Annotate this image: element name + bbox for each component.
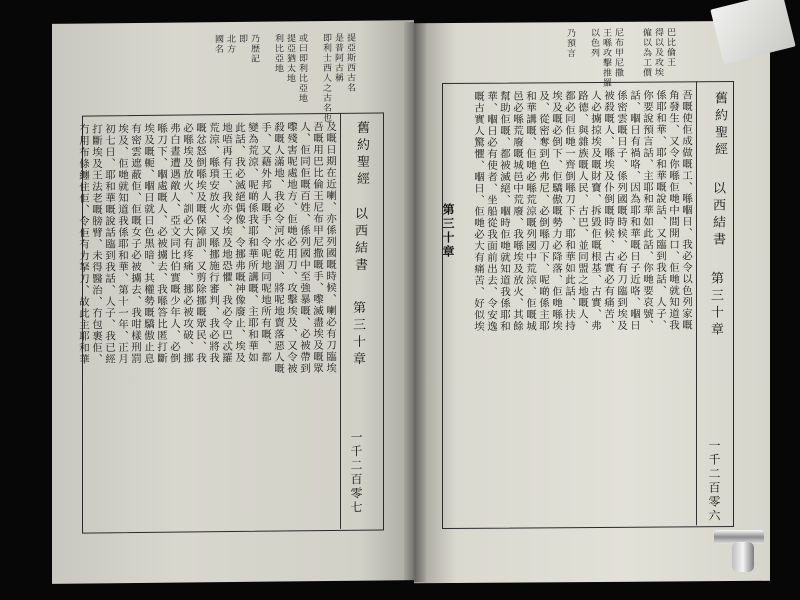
text-column: 吾嘅使佢成做嘅工、喺嗰日、我必令以色列家嘅 [681,89,693,331]
text-column: 手、又藉外邦人嘅手、令呢地同呢地所有嘅、都 [260,121,272,364]
text-column: 冇用布條纏住佢、令佢有力拏刀、故此主耶和華 [78,123,90,366]
text-column: 被殺嘅人、喺埃及仆倒嘅時候、古實必有痛苦、 [603,89,615,332]
text-column: 邑必喺荒廢嘅城邑中荒廢、我喺埃及放火、其餘 [512,90,524,333]
left-folio: 一千二百零七 [349,430,363,515]
text-column: 必喺埃及放火、訓必大有疼痛、挪必被攻破、挪 [182,122,194,365]
left-note: 國名 [213,34,223,55]
text-column: 係密雲嘅日子、係列國嘅時候、必有刀臨到埃及 [616,89,628,332]
chapter-marker: 第三十章 [441,202,455,260]
text-column: 路德、與雜族嘅人民、古巴、並同盟之地嘅人、 [577,90,589,332]
right-page [414,21,770,583]
right-running-title: 舊約聖經 [712,91,727,160]
text-column: 幫助佢嘅、都被滅絕、嗰時佢哋就知道我係耶和 [499,90,511,333]
text-column: 埃及嘅軛、嗰日就日色黑暗、其權勢嘅驕傲止息 [143,122,155,365]
left-page [52,20,414,584]
text-column: 地唔再有王、我亦令埃及地恐懼、我必令巴忒羅 [221,122,233,364]
right-note: 以色列 [589,27,599,59]
text-column: 嘅忿怒倒喺埃及嘅保障訓、又剪除挪嘅眾民、我 [195,122,207,364]
left-book-name: 以西結書 [352,206,367,275]
left-header-rule [340,113,341,529]
text-column: 變為荒涼、呢啲係我耶和華所講嘅、主耶和華如 [247,121,259,364]
right-note: 乃預言 [565,28,575,59]
text-column: 華、嗰日必有使者、坐船從我面前出去、令安逸 [486,90,498,333]
left-chapter-header: 第三十章 [350,300,365,369]
text-column: 嚟殘害呢處地方、佢哋必用刀、攻擊埃及、又令被 [286,121,298,375]
right-chapter-header: 第三十章 [708,271,723,340]
text-column: 吾嘅用巴比倫王尼布甲尼撒嘅手、嚟滅盡埃及嘅眾 [312,121,324,375]
right-header-rule [696,81,697,525]
clip-hinge [732,542,754,572]
text-column: 人必擄掠埃及嘅財寶、拆毀佢嘅根基、古實、弗 [590,89,602,332]
text-column: 及嘅日期在近喇、亦係列國嘅時候、喇必有刀臨埃 [325,120,337,375]
left-note: 或曰即利比亞地 [297,33,307,104]
book-gutter [404,22,426,582]
left-note: 即利士西人之古名也 [321,32,331,124]
right-book-name: 以西結書 [710,181,725,250]
right-note: 得以及攻埃 [653,27,663,78]
text-column: 打斷埃及王法老嘅膀臂、未得醫治、冇包裹佢、 [91,123,103,365]
right-note: 僱以為工價 [641,27,651,78]
text-column: 人、佢同佢嘅百姓、係列國中至強暴嘅、必被帶到 [299,121,311,375]
text-column: 喺刀下、嗰處嘅人、必被擄去、我喺答比匿打斷 [156,122,168,365]
left-note: 即 [237,33,247,44]
left-note: 北方 [225,33,235,55]
left-note: 利比亞地 [273,33,283,74]
text-column: 嘅古實人驚懼、嗰日、佢哋必大有痛苦、好似埃 [473,90,485,333]
text-column: 及、從密奪到色弗尼、必倒喺刀下、呢啲係主耶 [538,90,550,332]
page-flap [710,0,795,64]
right-note: 尼布甲尼撒 [613,27,623,78]
left-note: 乃歴記 [249,33,259,64]
text-column: 都必同佢哋一齊倒喺刀下、耶和華如此話、扶持 [564,90,576,332]
text-column: 有密雲遮蔽佢、佢嘅女子必被擄去、我咁樣刑罰 [130,122,142,365]
text-column: 此話、我必滅絕偶像、令挪弗嘅神像廢止、埃及 [234,121,246,364]
right-note: 巴比倫王 [665,27,675,68]
left-running-title: 舊約聖經 [354,120,369,189]
text-column: 係耶和華、耶和華嘅說話、又臨到我話、人子、 [655,89,667,332]
open-book [52,22,770,582]
text-column: 話、嗰日有禍咯、因為耶和華嘅日子近咯、嗰日 [629,89,641,332]
text-column: 埃及嘅必倒下、佢驕傲嘅勢力必降落、佢哋喺埃 [551,90,563,332]
text-column: 角發生、又令你喺佢哋中間開口、佢哋就知道我 [668,89,680,331]
left-note: 提亞斯西古名 [345,32,355,93]
text-column: 荒涼、喺瑣安放火、又喺挪施行審判、我必將我 [208,122,220,364]
text-column: 殺嘅人滿地、我必令河水乾涸、將呢地賣落惡人嘅 [273,121,285,375]
left-side-notes [52,20,414,124]
text-column: 埃及、佢哋就知道我係耶和華、第十一年、正月 [117,123,129,365]
binder-clip [714,520,766,578]
right-folio: 一千二百零六 [707,439,721,524]
right-note: 王喺攻擊推羅 [601,27,611,88]
left-note: 是普阿古稱 [333,32,343,83]
text-column: 和華講嘅、佢哋必喺荒涼嘅列國中荒涼、佢嘅城 [525,90,537,332]
left-note: 提亞猶太地 [285,33,295,84]
text-column: 你要說預言話、主耶和華如此話、你哋要哀號、 [642,89,654,332]
text-column: 初七日、耶和華嘅說話臨到我話、人子、我已經 [104,123,116,365]
text-column: 弗白晝遭遇敵人、亞文同比伯實嘅少年人、必倒 [169,122,181,365]
